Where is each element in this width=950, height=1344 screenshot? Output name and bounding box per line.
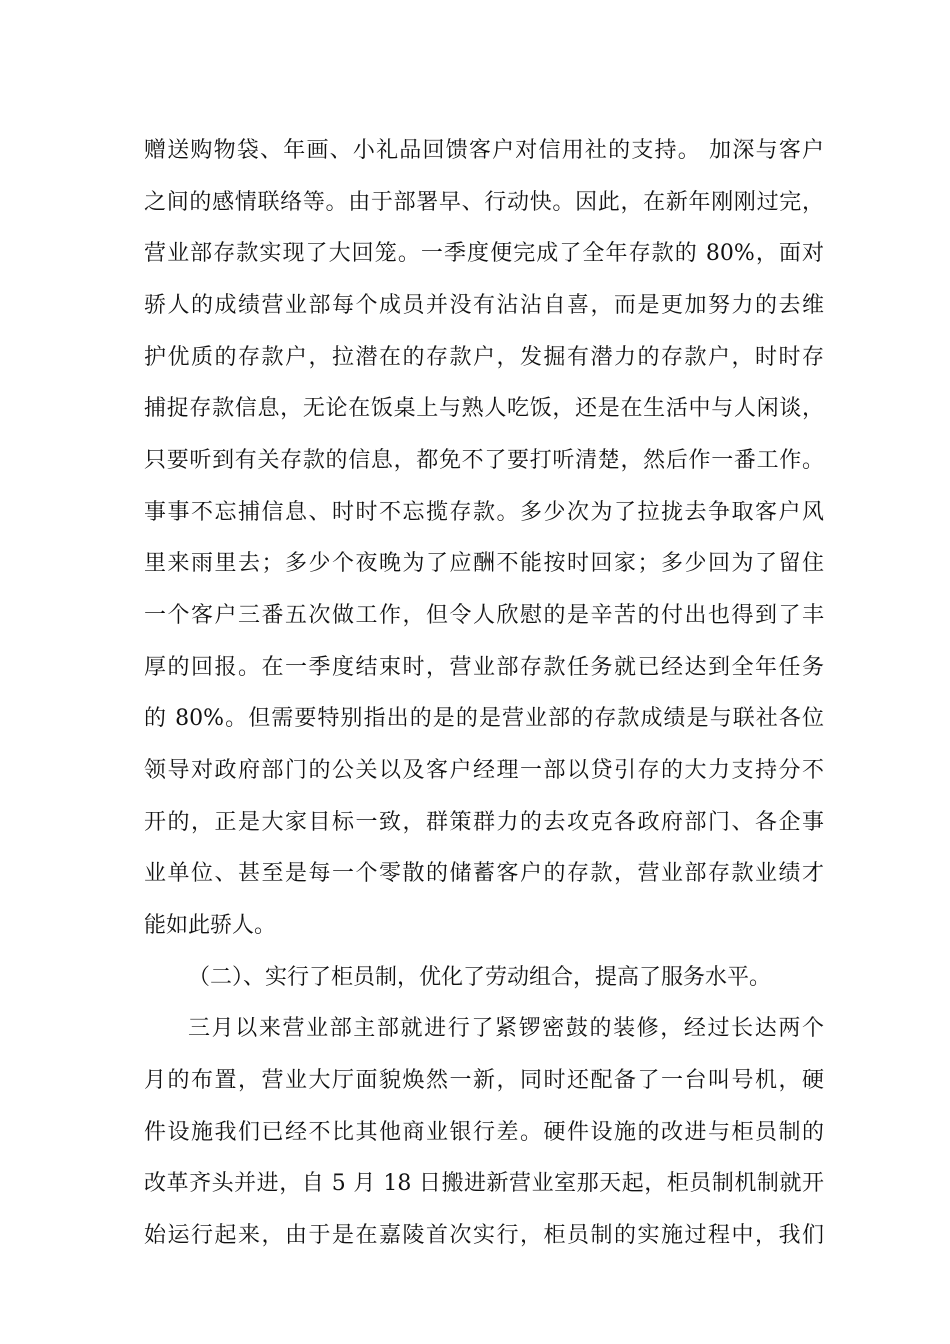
text-line: 改革齐头并进，自 5 月 18 日搬进新营业室那天起，柜员制机制就开: [144, 1171, 824, 1196]
text-line: 的 80%。但需要特别指出的是的是营业部的存款成绩是与联社各位: [144, 706, 824, 731]
text-line: 赠送购物袋、年画、小礼品回馈客户对信用社的支持。 加深与客户: [144, 138, 824, 163]
text-line: 厚的回报。在一季度结束时，营业部存款任务就已经达到全年任务: [144, 655, 824, 680]
text-line: 能如此骄人。: [144, 913, 277, 938]
text-line: 之间的感情联络等。由于部署早、行动快。因此，在新年刚刚过完，: [144, 190, 824, 215]
text-line: 营业部存款实现了大回笼。一季度便完成了全年存款的 80%，面对: [144, 241, 824, 266]
text-line: 捕捉存款信息，无论在饭桌上与熟人吃饭，还是在生活中与人闲谈，: [144, 396, 824, 421]
text-line: 只要听到有关存款的信息，都免不了要打听清楚，然后作一番工作。: [144, 448, 824, 473]
text-line: 事事不忘捕信息、时时不忘揽存款。多少次为了拉拢去争取客户风: [144, 500, 824, 525]
text-line: 始运行起来，由于是在嘉陵首次实行，柜员制的实施过程中，我们: [144, 1223, 824, 1248]
text-line: 领导对政府部门的公关以及客户经理一部以贷引存的大力支持分不: [144, 758, 824, 783]
text-line: 业单位、甚至是每一个零散的储蓄客户的存款，营业部存款业绩才: [144, 861, 824, 886]
text-line: 护优质的存款户，拉潜在的存款户，发掘有潜力的存款户，时时存: [144, 345, 824, 370]
text-line: 开的，正是大家目标一致，群策群力的去攻克各政府部门、各企事: [144, 810, 824, 835]
text-line: 月的布置，营业大厅面貌焕然一新，同时还配备了一台叫号机，硬: [144, 1068, 824, 1093]
text-line: 一个客户三番五次做工作，但令人欣慰的是辛苦的付出也得到了丰: [144, 603, 824, 628]
section-heading: （二）、实行了柜员制，优化了劳动组合，提高了服务水平。: [188, 965, 772, 990]
text-line: 件设施我们已经不比其他商业银行差。硬件设施的改进与柜员制的: [144, 1120, 824, 1145]
text-line: 三月以来营业部主部就进行了紧锣密鼓的装修，经过长达两个: [188, 1016, 824, 1041]
text-line: 骄人的成绩营业部每个成员并没有沾沾自喜，而是更加努力的去维: [144, 293, 824, 318]
text-line: 里来雨里去；多少个夜晚为了应酬不能按时回家；多少回为了留住: [144, 551, 824, 576]
